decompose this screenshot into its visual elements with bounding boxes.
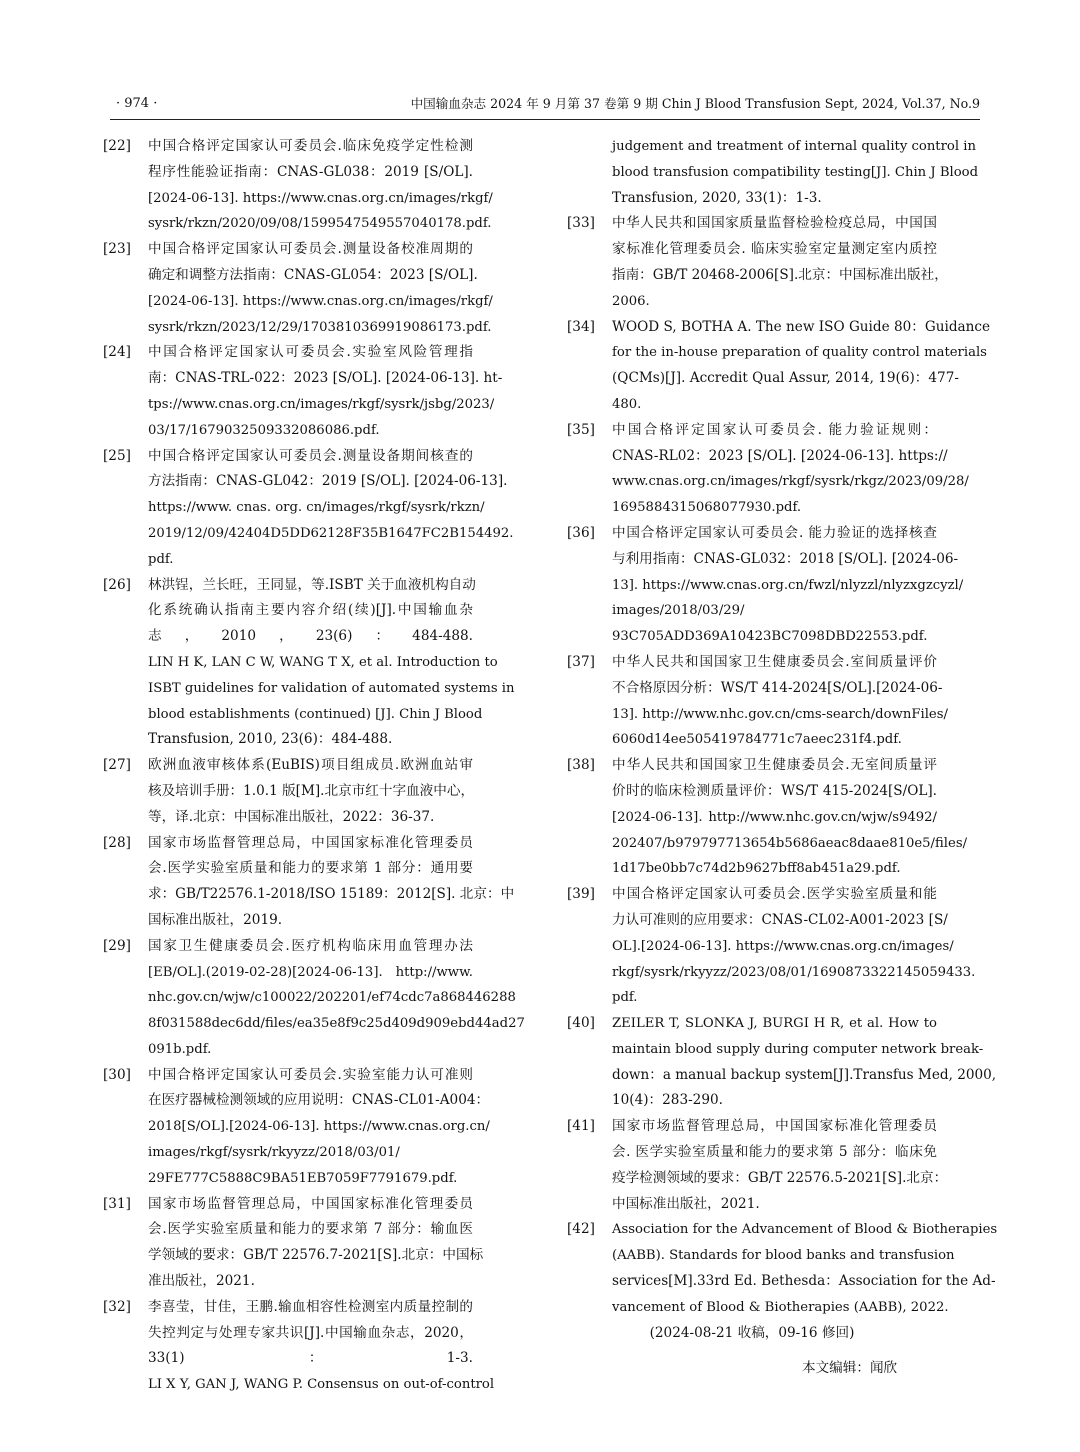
reference-entry xyxy=(567,650,948,753)
reference-line: 93C705ADD369A10423BC7098DBD22553.pdf. xyxy=(612,629,928,645)
reference-line: 29FE777C5888C9BA51EB7059F7791679.pdf. xyxy=(148,1170,458,1186)
reference-line: 091b.pdf. xyxy=(148,1041,212,1057)
reference-number: [39] xyxy=(567,886,595,903)
reference-line: 中华人民共和国国家卫生健康委员会.无室间质量评 xyxy=(612,757,937,774)
reference-entry xyxy=(103,1192,484,1295)
reference-line: CNAS-RL02：2023 [S/OL]. [2024-06-13]. https:// xyxy=(612,447,948,464)
reference-line: [2024-06-13]. https://www.cnas.org.cn/images/rkgf/ xyxy=(148,190,493,206)
reference-line: 202407/b979797713654b5686aeac8daae810e5/files/ xyxy=(612,835,968,851)
reference-number: [23] xyxy=(103,241,131,258)
reference-line: 求：GB/T22576.1-2018/ISO 15189：2012[S]. 北京：中 xyxy=(148,886,515,903)
reference-line: 国家市场监督管理总局，中国国家标准化管理委员 xyxy=(148,1195,473,1212)
reference-line: ISBT guidelines for validation of automated systems in xyxy=(148,680,515,696)
reference-column-left xyxy=(103,134,525,1398)
reference-line: (AABB). Standards for blood banks and transfusion xyxy=(612,1248,955,1264)
reference-entry xyxy=(103,573,515,754)
reference-entry xyxy=(103,134,493,237)
reference-line: 会.医学实验室质量和能力的要求第 7 部分：输血医 xyxy=(148,1221,473,1238)
reference-line: for the in-house preparation of quality control materials xyxy=(612,345,987,361)
reference-line: 中国标准出版社，2021. xyxy=(612,1195,760,1212)
reference-number: [26] xyxy=(103,576,131,593)
reference-line: images/rkgf/sysrk/rkyyzz/2018/03/01/ xyxy=(148,1145,400,1161)
reference-line: 6060d14ee505419784771c7aeec231f4.pdf. xyxy=(612,732,902,748)
reference-number: [36] xyxy=(567,524,595,541)
reference-line: [2024-06-13]. http://www.nhc.gov.cn/wjw/s9492/ xyxy=(612,809,937,825)
reference-line: 中华人民共和国国家质量监督检验检疫总局，中国国 xyxy=(612,215,937,232)
reference-number: [41] xyxy=(567,1118,595,1135)
reference-entry xyxy=(103,831,515,934)
reference-entry xyxy=(103,1295,495,1398)
reference-line: 国标准出版社，2019. xyxy=(148,911,283,928)
reference-entry xyxy=(103,934,525,1063)
reference-line: 中国合格评定国家认可委员会.医学实验室质量和能 xyxy=(612,886,937,903)
reference-entry xyxy=(103,753,473,830)
reference-line: 程序性能验证指南：CNAS-GL038：2019 [S/OL]. xyxy=(148,163,473,180)
reference-line: ZEILER T, SLONKA J, BURGI H R, et al. How to xyxy=(612,1016,937,1032)
reference-number: [38] xyxy=(567,757,595,774)
reference-line: 等，译.北京：中国标准出版社，2022：36-37. xyxy=(148,808,435,825)
reference-line: 李喜莹，甘佳，王鹏.输血相容性检测室内质量控制的 xyxy=(148,1298,473,1315)
reference-entry xyxy=(567,1011,997,1114)
reference-line: LIN H K, LAN C W, WANG T X, et al. Introduction to xyxy=(148,654,498,670)
reference-number: [24] xyxy=(103,344,131,361)
reference-line: sysrk/rkzn/2023/12/29/1703810369919086173.pdf. xyxy=(148,319,492,335)
reference-number: [42] xyxy=(567,1221,595,1238)
reference-line: services[M].33rd Ed. Bethesda：Association for the Ad- xyxy=(612,1273,996,1290)
reference-line: LI X Y, GAN J, WANG P. Consensus on out-of-control xyxy=(148,1377,495,1393)
reference-line: 在医疗器械检测领域的应用说明：CNAS-CL01-A004： xyxy=(148,1092,490,1109)
reference-entry xyxy=(567,1114,948,1217)
reference-line: 中华人民共和国国家卫生健康委员会.室间质量评价 xyxy=(612,653,937,670)
reference-line: 2006. xyxy=(612,293,650,309)
reference-line: 中国合格评定国家认可委员会.测量设备校准周期的 xyxy=(148,241,473,258)
reference-line: 中国合格评定国家认可委员会. 能力验证的选择核查 xyxy=(612,524,937,541)
reference-entry xyxy=(567,882,976,1011)
reference-line: pdf. xyxy=(148,551,174,567)
reference-line: https://www. cnas. org. cn/images/rkgf/sysrk/rkzn/ xyxy=(148,500,485,516)
reference-line: www.cnas.org.cn/images/rkgf/sysrk/rkgz/2023/09/28/ xyxy=(612,474,969,490)
reference-line: maintain blood supply during computer network break- xyxy=(612,1041,984,1057)
reference-line: 家标准化管理委员会. 临床实验室定量测定室内质控 xyxy=(612,241,937,258)
reference-line: 13]. http://www.nhc.gov.cn/cms-search/downFiles/ xyxy=(612,706,948,722)
reference-line: images/2018/03/29/ xyxy=(612,603,745,619)
reference-line: 13]. https://www.cnas.org.cn/fwzl/nlyzzl/nlyzxgzcyzl/ xyxy=(612,577,964,593)
reference-line: 会. 医学实验室质量和能力的要求第 5 部分：临床免 xyxy=(612,1144,937,1161)
reference-line: Transfusion, 2020, 33(1)：1-3. xyxy=(612,189,822,206)
reference-line: 志，2010，23(6)：484-488. xyxy=(148,628,473,645)
reference-line: [2024-06-13]. https://www.cnas.org.cn/images/rkgf/ xyxy=(148,293,493,309)
reference-line: 8f031588dec6dd/files/ea35e8f9c25d409d909ebd44ad27 xyxy=(148,1016,525,1032)
reference-line: (QCMs)[J]. Accredit Qual Assur, 2014, 19(6)：477- xyxy=(612,370,959,387)
reference-line: 林洪锃，兰长旺，王同显，等.ISBT 关于血液机构自动 xyxy=(148,576,476,593)
reference-line: 方法指南：CNAS-GL042：2019 [S/OL]. [2024-06-13]. xyxy=(148,473,508,490)
reference-line: 化系统确认指南主要内容介绍(续)[J].中国输血杂 xyxy=(148,602,473,619)
reference-line: 中国合格评定国家认可委员会.临床免疫学定性检测 xyxy=(148,138,473,154)
reference-entry xyxy=(567,134,979,211)
reference-line: 价时的临床检测质量评价：WS/T 415-2024[S/OL]. xyxy=(612,782,937,799)
reference-number: [37] xyxy=(567,653,595,670)
reference-line: 中国合格评定国家认可委员会.测量设备期间核查的 xyxy=(148,447,473,464)
reference-number: [32] xyxy=(103,1298,131,1315)
reference-line: 欧洲血液审核体系(EuBIS)项目组成员.欧洲血站审 xyxy=(148,757,473,774)
reference-line: sysrk/rkzn/2020/09/08/1599547549557040178.pdf. xyxy=(148,216,492,232)
reference-line: 国家市场监督管理总局，中国国家标准化管理委员 xyxy=(148,834,473,851)
reference-line: 2019/12/09/42404D5DD62128F35B1647FC2B154492. xyxy=(148,525,514,541)
reference-line: 不合格原因分析：WS/T 414-2024[S/OL].[2024-06- xyxy=(612,679,943,696)
running-header xyxy=(110,93,980,120)
reference-list-right xyxy=(567,134,998,1321)
reference-number: [31] xyxy=(103,1195,131,1212)
reference-line: 中国合格评定国家认可委员会.实验室风险管理指 xyxy=(148,344,473,361)
page-number: · 974 · xyxy=(116,96,158,111)
reference-line: judgement and treatment of internal quality control in xyxy=(612,139,976,154)
reference-line: Transfusion, 2010, 23(6)：484-488. xyxy=(148,731,393,748)
editor-credit: 本文编辑：闻欣 xyxy=(802,1360,898,1377)
reference-line: 确定和调整方法指南：CNAS-GL054：2023 [S/OL]. xyxy=(148,266,478,283)
reference-line: 准出版社，2021. xyxy=(148,1273,255,1290)
reference-entry xyxy=(567,753,968,882)
reference-line: 中国合格评定国家认可委员会. 能力验证规则： xyxy=(612,421,937,438)
reference-line: vancement of Blood & Biotherapies (AABB), 2022. xyxy=(612,1299,949,1315)
reference-line: 学领域的要求：GB/T 22576.7-2021[S].北京：中国标 xyxy=(148,1247,484,1264)
reference-line: 480. xyxy=(612,396,642,412)
reference-entry xyxy=(567,418,969,521)
journal-citation: 中国输血杂志 2024 年 9 月第 37 卷第 9 期 Chin J Blood Transfusion Sept, 2024, Vol.37, No.9 xyxy=(410,96,980,111)
reference-line: 疫学检测领域的要求：GB/T 22576.5-2021[S].北京： xyxy=(612,1169,948,1186)
reference-number: [29] xyxy=(103,937,131,954)
reference-line: 1d17be0bb7c74d2b9627bff8ab451a29.pdf. xyxy=(612,861,901,877)
reference-number: [40] xyxy=(567,1015,595,1032)
reference-number: [27] xyxy=(103,757,131,774)
reference-line: 与利用指南：CNAS-GL032：2018 [S/OL]. [2024-06- xyxy=(612,550,959,567)
reference-line: 中国合格评定国家认可委员会.实验室能力认可准则 xyxy=(148,1066,473,1083)
reference-number: [28] xyxy=(103,834,131,851)
reference-line: blood establishments (continued) [J]. Chin J Blood xyxy=(148,706,483,722)
reference-number: [33] xyxy=(567,215,595,232)
reference-number: [25] xyxy=(103,447,131,464)
reference-line: [EB/OL].(2019-02-28)[2024-06-13]. http://www. xyxy=(148,964,473,980)
reference-line: OL].[2024-06-13]. https://www.cnas.org.cn/images/ xyxy=(612,938,954,954)
received-dates: (2024-08-21 收稿，09-16 修回) xyxy=(649,1324,855,1341)
reference-line: 03/17/1679032509332086086.pdf. xyxy=(148,422,380,438)
reference-line: 力认可准则的应用要求：CNAS-CL02-A001-2023 [S/ xyxy=(612,911,948,928)
reference-line: 国家市场监督管理总局，中国国家标准化管理委员 xyxy=(612,1118,937,1135)
reference-line: 2018[S/OL].[2024-06-13]. https://www.cnas.org.cn/ xyxy=(148,1119,490,1135)
reference-line: 指南：GB/T 20468-2006[S].北京：中国标准出版社， xyxy=(612,266,948,283)
reference-entry xyxy=(567,521,964,650)
reference-entry xyxy=(103,340,503,443)
reference-number: [34] xyxy=(567,318,595,335)
reference-line: tps://www.cnas.org.cn/images/rkgf/sysrk/jsbg/2023/ xyxy=(148,396,495,412)
reference-line: 33(1)：1-3. xyxy=(148,1350,473,1367)
reference-entry xyxy=(103,237,493,340)
reference-entry xyxy=(103,1063,490,1192)
reference-number: [35] xyxy=(567,421,595,438)
reference-entry xyxy=(567,315,991,418)
reference-line: down：a manual backup system[J].Transfus Med, 2000, xyxy=(612,1066,997,1083)
reference-line: rkgf/sysrk/rkyyzz/2023/08/01/1690873322145059433. xyxy=(612,964,976,980)
reference-line: 会.医学实验室质量和能力的要求第 1 部分：通用要 xyxy=(148,860,473,877)
reference-line: 南：CNAS-TRL-022：2023 [S/OL]. [2024-06-13]. ht- xyxy=(148,370,503,387)
reference-line: nhc.gov.cn/wjw/c100022/202201/ef74cdc7a868446288 xyxy=(148,990,516,1006)
reference-line: 失控判定与处理专家共识[J].中国输血杂志，2020， xyxy=(148,1324,473,1341)
reference-line: 10(4)：283-290. xyxy=(612,1092,723,1109)
reference-number: [30] xyxy=(103,1066,131,1083)
reference-line: Association for the Advancement of Blood & Biotherapies xyxy=(612,1222,998,1238)
reference-line: WOOD S, BOTHA A. The new ISO Guide 80：Guidance xyxy=(612,318,991,335)
reference-line: 国家卫生健康委员会.医疗机构临床用血管理办法 xyxy=(148,937,473,954)
reference-line: pdf. xyxy=(612,990,638,1006)
reference-entry xyxy=(567,211,948,314)
reference-line: blood transfusion compatibility testing[J]. Chin J Blood xyxy=(612,164,979,180)
reference-line: 核及培训手册：1.0.1 版[M].北京市红十字血液中心， xyxy=(148,782,475,799)
reference-entry xyxy=(103,444,514,573)
reference-entry xyxy=(567,1217,998,1320)
reference-number: [22] xyxy=(103,138,131,154)
reference-line: 1695884315068077930.pdf. xyxy=(612,500,802,516)
reference-column-right xyxy=(567,134,998,1382)
